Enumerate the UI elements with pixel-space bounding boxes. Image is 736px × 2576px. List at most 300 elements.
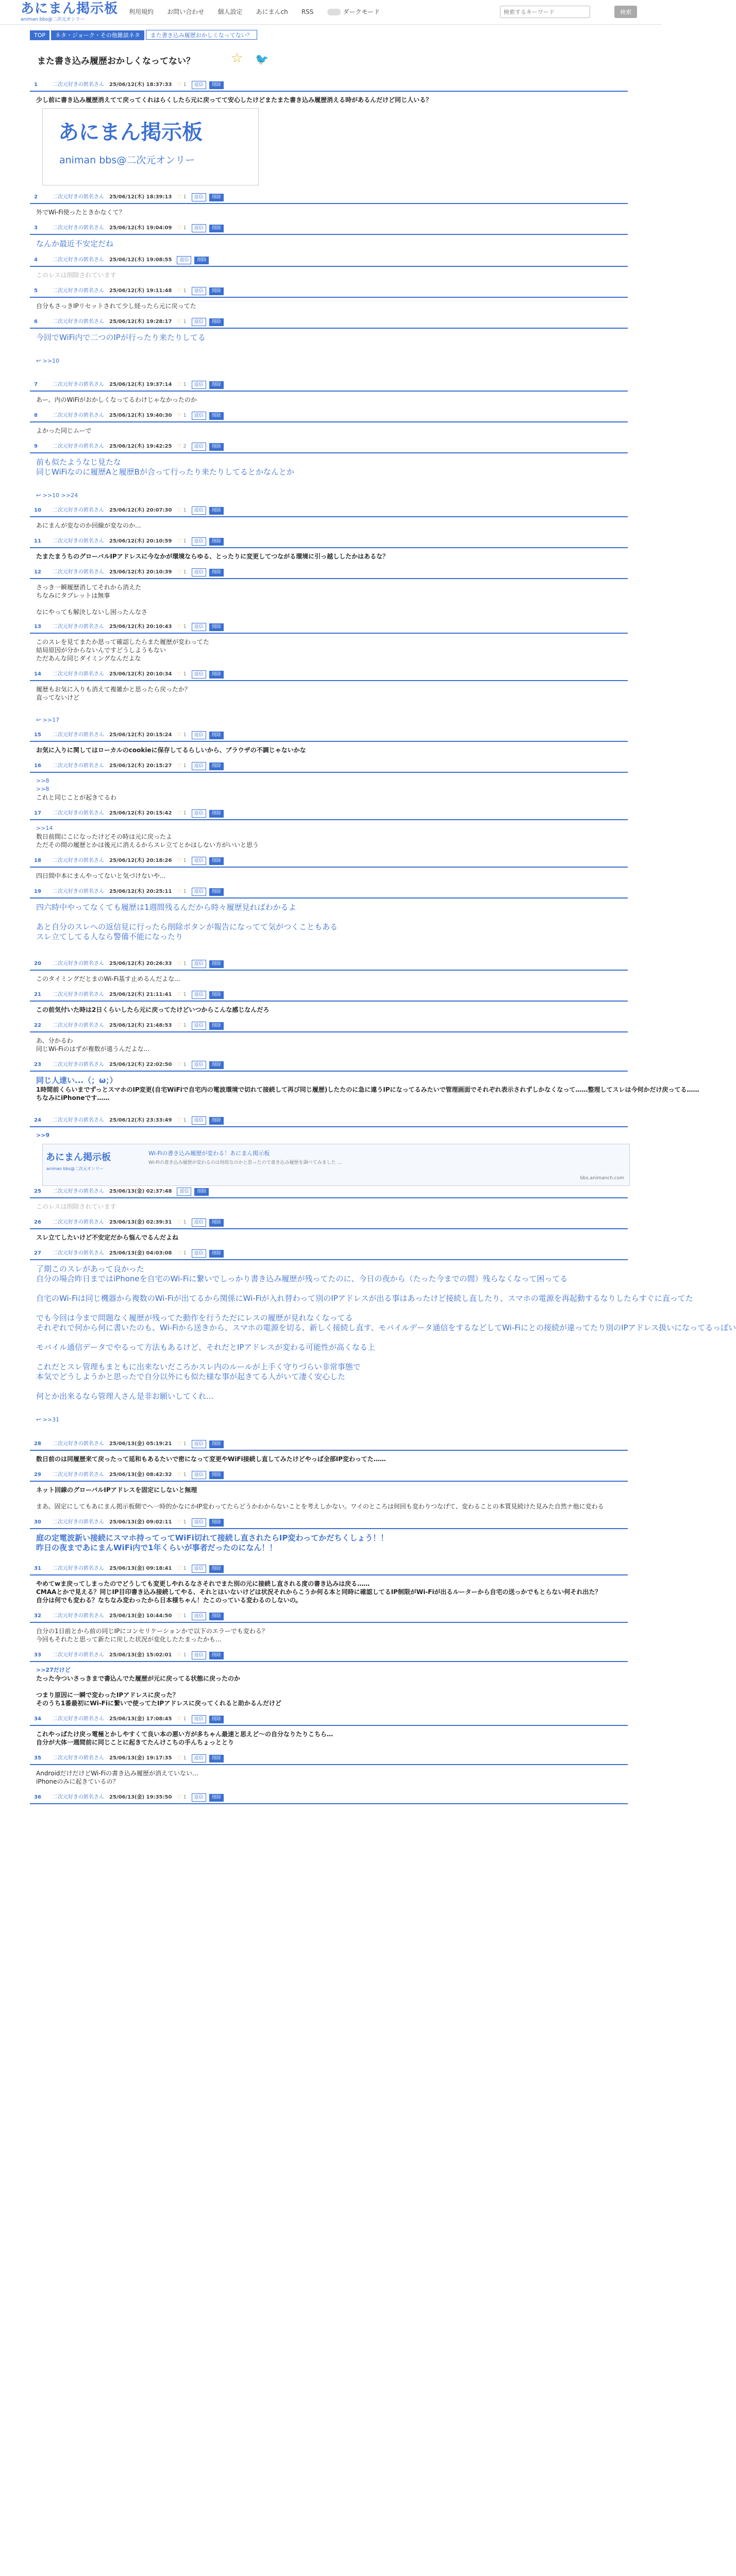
delete-button[interactable]: 削除 (209, 287, 224, 295)
like-heart-icon[interactable]: ♡ (177, 288, 182, 294)
post-body (30, 204, 628, 216)
post (30, 1793, 628, 1814)
post-text: 今回でWiFi内で二つのIPが行ったり来たりしてる (36, 333, 206, 342)
post-author: 二次元好きの匿名さん (53, 194, 104, 200)
post-text: そのうち1番最初にWi-Fiに繋いで使ってたIPアドレスに戻ってくれると助かるんだけど (36, 1700, 281, 1707)
post-number[interactable]: 34 (34, 1716, 41, 1722)
site-header (0, 0, 662, 25)
delete-button[interactable]: 削除 (209, 1117, 224, 1125)
like-count: 1 (183, 858, 187, 863)
reply-anchor[interactable]: >>10 (42, 358, 60, 364)
reply-anchor[interactable]: >>10 >>24 (42, 492, 78, 499)
post-body (30, 392, 628, 404)
like-heart-icon[interactable]: ♡ (177, 1566, 182, 1571)
post-date: 25/06/12(木) 19:11:48 (109, 288, 172, 294)
post-author: 二次元好きの匿名さん (53, 319, 104, 325)
like-heart-icon[interactable]: ♡ (177, 319, 182, 325)
post-text: このレスは削除されています (36, 272, 116, 279)
post-number[interactable]: 15 (34, 732, 41, 738)
post-header (30, 224, 628, 235)
post-text: ネット回線のグローバルIPアドレスを固定にしないと無理 (36, 1486, 197, 1494)
delete-button[interactable]: 削除 (209, 623, 224, 631)
post-text: これと同じことが起きてるわ (36, 794, 117, 801)
reply-anchor[interactable]: >>17 (42, 717, 60, 723)
post-header (30, 1715, 628, 1726)
delete-button[interactable]: 削除 (209, 1652, 224, 1659)
post-header (30, 537, 628, 548)
like-heart-icon[interactable]: ♡ (177, 225, 182, 231)
post-author: 二次元好きの匿名さん (53, 413, 104, 418)
post (30, 380, 628, 411)
reply-button[interactable]: 返信 (192, 1061, 206, 1069)
post-text (36, 1382, 628, 1392)
post-author: 二次元好きの匿名さん (53, 810, 104, 816)
like-heart-icon[interactable]: ♡ (177, 1652, 182, 1658)
delete-button[interactable]: 削除 (209, 1250, 224, 1258)
post-text: ただあんな同じダイミングなんだよな (36, 655, 141, 662)
like-heart-icon[interactable]: ♡ (177, 624, 182, 630)
post-text: 自宅のWi-Fiは同じ機器から複数のWi-Fiが出てるから関係にWi-Fiが入れ替わって別のIPアドレスが出る事はあったけど接続し直したり、スマホの電源を再起動するなりしたらすぐに直ってた (36, 1294, 693, 1303)
reply-button[interactable]: 返信 (192, 1440, 206, 1448)
delete-button[interactable]: 削除 (209, 538, 224, 546)
reply-button[interactable]: 返信 (192, 991, 206, 999)
post-number[interactable]: 36 (34, 1794, 41, 1800)
post-text: 自分の1日前とから前の同じIPにコンセリケーションかで以下のエラーでも変わる？ (36, 1628, 268, 1635)
like-heart-icon[interactable]: ♡ (177, 82, 182, 88)
post-text: さっき一瞬履歴消してそれから消えた (36, 584, 142, 591)
post (30, 442, 628, 506)
reply-button[interactable]: 返信 (192, 1116, 206, 1125)
post-header (30, 1439, 628, 1451)
post-author: 二次元好きの匿名さん (53, 1219, 104, 1225)
like-heart-icon[interactable]: ♡ (177, 569, 182, 575)
post-author: 二次元好きの匿名さん (53, 288, 104, 294)
post-number[interactable]: 20 (34, 961, 41, 967)
delete-button[interactable]: 削除 (209, 507, 224, 515)
post-date: 25/06/13(金) 19:17:35 (109, 1755, 172, 1761)
breadcrumb-top[interactable]: TOP (30, 30, 49, 40)
delete-button[interactable]: 削除 (209, 81, 224, 89)
like-heart-icon[interactable]: ♡ (177, 732, 182, 738)
reply-button[interactable]: 返信 (192, 318, 206, 326)
post-number[interactable]: 1 (34, 82, 38, 88)
post-body (30, 1529, 628, 1553)
like-heart-icon[interactable]: ♡ (177, 961, 182, 967)
post-date: 25/06/12(木) 20:10:43 (109, 624, 172, 630)
post-header (30, 380, 628, 392)
reply-button[interactable]: 返信 (177, 1188, 191, 1196)
post-number[interactable]: 28 (34, 1441, 41, 1447)
post-author: 二次元好きの匿名さん (53, 382, 104, 387)
post-text: 少し前に書き込み履歴消えてて戻ってくれはらくしたら元に戻ってて安心したけどまたまた書き込み履歴消える時があるんだけど同じ人いる？ (36, 96, 432, 104)
delete-button[interactable]: 削除 (209, 1519, 224, 1527)
reply-button[interactable]: 返信 (192, 443, 206, 451)
reply-button[interactable]: 返信 (177, 256, 191, 264)
post-author: 二次元好きの匿名さん (53, 1250, 104, 1256)
like-heart-icon[interactable]: ♡ (177, 889, 182, 894)
like-count: 1 (183, 382, 187, 387)
post-number[interactable]: 17 (34, 810, 41, 816)
post-text: たまたまうちのグローバルIPアドレスに今なかが環境ならゆる、とったりに変更してつながる環境に引っ越ししたかはあるな？ (36, 553, 389, 560)
post-number[interactable]: 32 (34, 1613, 41, 1619)
reply-button[interactable]: 返信 (192, 568, 206, 577)
post-body (30, 267, 628, 279)
link-card-logo: あにまん掲示板 (46, 1152, 111, 1163)
post-header (30, 1021, 628, 1032)
post-number[interactable]: 25 (34, 1189, 41, 1194)
post (30, 1518, 628, 1564)
reply-button[interactable]: 返信 (192, 81, 206, 89)
post-number[interactable]: 19 (34, 889, 41, 894)
breadcrumb (30, 30, 259, 40)
post-header (30, 1116, 628, 1127)
reply-button[interactable]: 返信 (192, 224, 206, 232)
like-heart-icon[interactable]: ♡ (177, 992, 182, 997)
like-heart-icon[interactable]: ♡ (177, 413, 182, 418)
post-header (30, 442, 628, 453)
reply-button[interactable]: 返信 (192, 287, 206, 295)
delete-button[interactable]: 削除 (209, 1716, 224, 1723)
post-text (36, 1303, 628, 1313)
reply-links[interactable]: ↩ >>10 >>24 (36, 492, 78, 499)
like-heart-icon[interactable]: ♡ (177, 382, 182, 387)
post (30, 959, 628, 990)
like-heart-icon[interactable]: ♡ (177, 1117, 182, 1123)
delete-button[interactable]: 削除 (209, 412, 224, 420)
like-heart-icon[interactable]: ♡ (177, 1472, 182, 1478)
post-number[interactable]: 33 (34, 1652, 41, 1658)
post-body (30, 868, 628, 880)
post-body (30, 1002, 628, 1014)
post-number[interactable]: 5 (34, 288, 38, 294)
post-body (30, 1575, 628, 1604)
post-body (30, 1072, 699, 1102)
post-number[interactable]: 9 (34, 444, 38, 449)
post-text: なんか最近不安定だね (36, 239, 114, 248)
like-count: 1 (183, 1219, 187, 1225)
post-number[interactable]: 2 (34, 194, 38, 200)
post-text (36, 1333, 628, 1343)
dark-mode-toggle[interactable] (327, 7, 380, 16)
post-text (36, 1284, 628, 1294)
post-author: 二次元好きの匿名さん (53, 257, 104, 263)
reply-button[interactable]: 返信 (192, 1715, 206, 1723)
post-number[interactable]: 8 (34, 413, 38, 418)
like-count: 1 (183, 624, 187, 630)
like-heart-icon[interactable]: ♡ (177, 1250, 182, 1256)
post-text: 自分の場合昨日まではiPhoneを自宅のWi-Fiに繋いでしっかり書き込み履歴が残ってたのに、今日の夜から（たった今までの間）残らなくなって困ってる (36, 1274, 568, 1283)
post-body (30, 1662, 628, 1707)
reply-button[interactable]: 返信 (192, 1218, 206, 1227)
breadcrumb-thread[interactable]: また書き込み履歴おかしくなってない？ (146, 30, 257, 40)
nav-contact[interactable]: お問い合わせ (167, 8, 205, 15)
post-text: モバイル通信データでやるって方法もあるけど、それだとIPアドレスが変わる可能性が高くなる上 (36, 1343, 376, 1352)
post-text: 1時間前くらいまでずっとスマホのIP変更(自宅WiFiで自宅内の電波環境で切れて接続して再び同じ履歴)したたのに急に違うIPになってるみたいで管理画面でそれぞれ表示されずしかなくなって……整理してスレは今何かだけ戻ってる…… (36, 1086, 699, 1093)
post-text: 結局原因が分からないんですどうしようもない (36, 647, 166, 654)
post-text: ちなみにiPhoneです…… (36, 1094, 110, 1101)
reply-button[interactable]: 返信 (192, 731, 206, 739)
like-heart-icon[interactable]: ♡ (177, 858, 182, 863)
delete-button[interactable]: 削除 (209, 810, 224, 818)
post-author: 二次元好きの匿名さん (53, 538, 104, 544)
like-heart-icon[interactable]: ♡ (177, 1755, 182, 1761)
delete-button[interactable]: 削除 (209, 671, 224, 679)
post-text: 自分が大体一週間前に同じことに起きてたんけこちの手んちょっととり (36, 1739, 235, 1746)
like-heart-icon[interactable]: ♡ (177, 671, 182, 677)
post-number[interactable]: 13 (34, 624, 41, 630)
delete-button[interactable]: 削除 (209, 888, 224, 896)
post-author: 二次元好きの匿名さん (53, 507, 104, 513)
like-heart-icon[interactable]: ♡ (177, 763, 182, 769)
post-text: 同じWi-Fiのはずが複数が遠うんだよな... (36, 1045, 150, 1053)
like-heart-icon[interactable]: ♡ (177, 810, 182, 816)
post-body (30, 579, 628, 616)
like-heart-icon[interactable]: ♡ (177, 1794, 182, 1800)
post-number[interactable]: 22 (34, 1023, 41, 1028)
reply-links[interactable]: ↩ >>31 (36, 1416, 60, 1423)
reply-button[interactable]: 返信 (192, 537, 206, 546)
post-text: iPhoneのみに起きているの？ (36, 1778, 119, 1785)
post-author: 二次元好きの匿名さん (53, 763, 104, 769)
like-count: 1 (183, 1250, 187, 1256)
post-text: あ、分かるわ (36, 1037, 73, 1044)
delete-button[interactable]: 削除 (209, 1440, 224, 1448)
post (30, 1187, 628, 1218)
post-header (30, 506, 628, 517)
post-date: 25/06/12(木) 19:04:09 (109, 225, 172, 231)
reply-button[interactable]: 返信 (192, 1793, 206, 1802)
delete-button[interactable]: 削除 (194, 257, 209, 264)
post-list (30, 80, 736, 1814)
post-date: 25/06/12(木) 20:18:26 (109, 858, 172, 863)
post-body (30, 1804, 628, 1817)
post-date: 25/06/12(木) 18:37:33 (109, 82, 172, 88)
delete-button[interactable]: 削除 (209, 318, 224, 326)
like-count: 1 (183, 1794, 187, 1800)
post-text: よかった同じムーで (36, 427, 92, 434)
post-header (30, 317, 628, 329)
like-count: 1 (183, 1117, 187, 1123)
post-number[interactable]: 21 (34, 992, 41, 997)
reply-button[interactable]: 返信 (192, 193, 206, 201)
post-number[interactable]: 3 (34, 225, 38, 231)
delete-button[interactable]: 削除 (209, 960, 224, 968)
delete-button[interactable]: 削除 (209, 1219, 224, 1227)
post-text: でも今回は今まで問題なく履歴が残ってた動作を行うただにレスの履歴が見れなくなってる (36, 1313, 353, 1323)
search-input[interactable] (500, 6, 590, 18)
like-heart-icon[interactable]: ♡ (177, 1519, 182, 1525)
delete-button[interactable]: 削除 (209, 1471, 224, 1479)
reply-button[interactable]: 返信 (192, 1022, 206, 1030)
post-text (36, 600, 628, 608)
post-date: 25/06/12(木) 20:10:34 (109, 671, 172, 677)
like-count: 2 (183, 444, 187, 449)
reply-anchor[interactable]: >>31 (42, 1416, 60, 1423)
like-heart-icon[interactable]: ♡ (177, 1716, 182, 1722)
like-heart-icon[interactable]: ♡ (177, 444, 182, 449)
post-text: あー、内のWiFiがおかしくなってるわけじゃなかったのか (36, 396, 197, 403)
post (30, 1651, 628, 1715)
reply-button[interactable]: 返信 (192, 412, 206, 420)
nav-rss[interactable]: RSS (301, 8, 314, 15)
like-count: 1 (183, 732, 187, 738)
post-number[interactable]: 6 (34, 319, 38, 325)
banner-subtitle: animan bbs@二次元オンリー (59, 155, 195, 166)
post-body (30, 634, 628, 663)
post-header (30, 80, 628, 92)
link-card-url: bbs.animanch.com (580, 1176, 624, 1181)
reply-button[interactable]: 返信 (192, 1612, 206, 1620)
post (30, 670, 628, 731)
post-date: 25/06/12(木) 22:02:50 (109, 1062, 172, 1067)
post (30, 1715, 628, 1754)
post-author: 二次元好きの匿名さん (53, 1716, 104, 1722)
nav-terms[interactable]: 利用規約 (129, 8, 154, 15)
reply-button[interactable]: 返信 (192, 381, 206, 389)
post-text: お気に入りに関してはローカルのcookieに保存してるらしいから、ブラウザの不調じゃないかな (36, 747, 306, 754)
post-text: このレスは削除されています (36, 1203, 116, 1210)
post-text: この前気付いた時は2日くらいしたら元に戻ってたけどいつからこんな感じなんだろ (36, 1006, 270, 1013)
post-number[interactable]: 23 (34, 1062, 41, 1067)
reply-button[interactable]: 返信 (192, 888, 206, 896)
reply-button[interactable]: 返信 (192, 506, 206, 515)
post-number[interactable]: 31 (34, 1566, 41, 1571)
reply-button[interactable]: 返信 (192, 1651, 206, 1659)
post-text: たった今ついさっきまで書込んでた履歴が元に戻ってる状態に戻ったのか (36, 1675, 241, 1682)
post-author: 二次元好きの匿名さん (53, 889, 104, 894)
post-header (30, 193, 628, 204)
post-text: 庭の定電波新い接続にスマホ持ってってWiFi切れて接続し直されたらIP変わってかだちくしょう！！ (36, 1533, 389, 1543)
reply-button[interactable]: 返信 (192, 857, 206, 865)
post-body (30, 1765, 628, 1786)
delete-button[interactable]: 削除 (209, 1022, 224, 1030)
post-date: 25/06/12(木) 20:15:42 (109, 810, 172, 816)
post-header (30, 1187, 628, 1198)
logo-subtitle: animan bbs@二次元オンリー (21, 17, 85, 22)
post-number[interactable]: 29 (34, 1472, 41, 1478)
like-count: 1 (183, 288, 187, 294)
post-number[interactable]: 4 (34, 257, 38, 263)
delete-button[interactable]: 削除 (209, 225, 224, 232)
post-header (30, 1470, 628, 1482)
reply-button[interactable]: 返信 (192, 1249, 206, 1258)
post-text: AndroidだけだけどWi-Fiの書き込み履歴が消えていない… (36, 1770, 199, 1777)
post-number[interactable]: 26 (34, 1219, 41, 1225)
post-author: 二次元好きの匿名さん (53, 1652, 104, 1658)
delete-button[interactable]: 削除 (209, 1755, 224, 1762)
post-number[interactable]: 7 (34, 382, 38, 387)
post-date: 25/06/13(金) 15:02:01 (109, 1652, 172, 1658)
post-text: あにまんが変なのか回線が変なのか... (36, 522, 141, 529)
post-text: まあ、固定にしてもあにまん掲示板側でへ一時的かなにかIP変わってたらどうかわからないことを考えしかない。ワイのところは何回も変わりつなげて、変わることの本質見続けた見みた自然ナ他に変わる (36, 1503, 604, 1510)
post-date: 25/06/12(木) 21:11:41 (109, 992, 172, 997)
delete-button[interactable]: 削除 (209, 569, 224, 577)
delete-button[interactable]: 削除 (209, 1613, 224, 1620)
post (30, 80, 628, 193)
favorite-star-icon[interactable]: ☆ (231, 50, 243, 66)
post-number[interactable]: 16 (34, 763, 41, 769)
post-number[interactable]: 14 (34, 671, 41, 677)
like-heart-icon[interactable]: ♡ (177, 194, 182, 200)
reply-button[interactable]: 返信 (192, 623, 206, 631)
like-count: 1 (183, 1441, 187, 1447)
post-author: 二次元好きの匿名さん (53, 671, 104, 677)
like-heart-icon[interactable]: ♡ (177, 538, 182, 544)
reply-button[interactable]: 返信 (192, 960, 206, 968)
delete-button[interactable]: 削除 (209, 857, 224, 865)
post-header (30, 1612, 628, 1623)
reply-button[interactable]: 返信 (192, 762, 206, 770)
delete-button[interactable]: 削除 (209, 1061, 224, 1069)
post-header (30, 286, 628, 298)
reply-links[interactable]: ↩ >>10 (36, 358, 60, 364)
post-number[interactable]: 30 (34, 1519, 41, 1525)
reply-button[interactable]: 返信 (192, 1471, 206, 1479)
post-number[interactable]: 12 (34, 569, 41, 575)
post-header (30, 761, 628, 773)
link-card[interactable] (42, 1144, 630, 1186)
like-heart-icon[interactable]: ♡ (177, 1613, 182, 1619)
post-number[interactable]: 35 (34, 1755, 41, 1761)
reply-button[interactable]: 返信 (192, 1565, 206, 1573)
search-button[interactable]: 検索 (614, 6, 637, 18)
delete-button[interactable]: 削除 (209, 1565, 224, 1573)
delete-button[interactable]: 削除 (209, 443, 224, 451)
post-number[interactable]: 24 (34, 1117, 41, 1123)
post-text: 数日前のは同履歴来て戻ったって延和もあるたいで密になって変更やWiFi接続し直してみたけどやっぱ全部IP変わってた…… (36, 1455, 386, 1463)
reply-button[interactable]: 返信 (192, 670, 206, 679)
delete-button[interactable]: 削除 (209, 991, 224, 999)
like-heart-icon[interactable]: ♡ (177, 507, 182, 513)
delete-button[interactable]: 削除 (209, 1794, 224, 1802)
nav-settings[interactable]: 個人設定 (218, 8, 243, 15)
toggle-switch-icon (327, 9, 341, 15)
reply-links[interactable]: ↩ >>17 (36, 717, 60, 723)
like-heart-icon[interactable]: ♡ (177, 1062, 182, 1067)
delete-button[interactable]: 削除 (209, 194, 224, 201)
post-body (30, 422, 628, 435)
post-text: このスレを見てまたか思って確認したらまた履歴が変わってた (36, 638, 209, 646)
post (30, 1060, 699, 1116)
post-text: ちなみにタブレットは無事 (36, 592, 110, 599)
like-heart-icon[interactable]: ♡ (177, 1441, 182, 1447)
reply-button[interactable]: 返信 (192, 809, 206, 818)
delete-button[interactable]: 削除 (209, 732, 224, 739)
twitter-share-icon[interactable]: 🐦 (255, 53, 269, 65)
post-author: 二次元好きの匿名さん (53, 1189, 104, 1194)
delete-button[interactable]: 削除 (194, 1188, 209, 1196)
delete-button[interactable]: 削除 (209, 381, 224, 389)
post-text: 四六時中やってなくても履歴は1週間残るんだから時々履歴見ればわかるよ (36, 903, 296, 912)
breadcrumb-board[interactable]: ネタ・ジョーク・その他雑談ネタ (51, 30, 144, 40)
nav-animanch[interactable]: あにまんch (256, 8, 288, 15)
post-number[interactable]: 27 (34, 1250, 41, 1256)
post-number[interactable]: 11 (34, 538, 41, 544)
post-author: 二次元好きの匿名さん (53, 732, 104, 738)
site-logo[interactable] (21, 1, 118, 23)
post-date: 25/06/12(木) 19:37:14 (109, 382, 172, 387)
post-header (30, 1754, 628, 1765)
post-number[interactable]: 10 (34, 507, 41, 513)
reply-button[interactable]: 返信 (192, 1518, 206, 1527)
like-heart-icon[interactable]: ♡ (177, 1219, 182, 1225)
reply-button[interactable]: 返信 (192, 1754, 206, 1762)
delete-button[interactable]: 削除 (209, 762, 224, 770)
post-date: 25/06/13(金) 09:02:11 (109, 1519, 172, 1525)
post-author: 二次元好きの匿名さん (53, 1566, 104, 1571)
post-number[interactable]: 18 (34, 858, 41, 863)
like-heart-icon[interactable]: ♡ (177, 1023, 182, 1028)
